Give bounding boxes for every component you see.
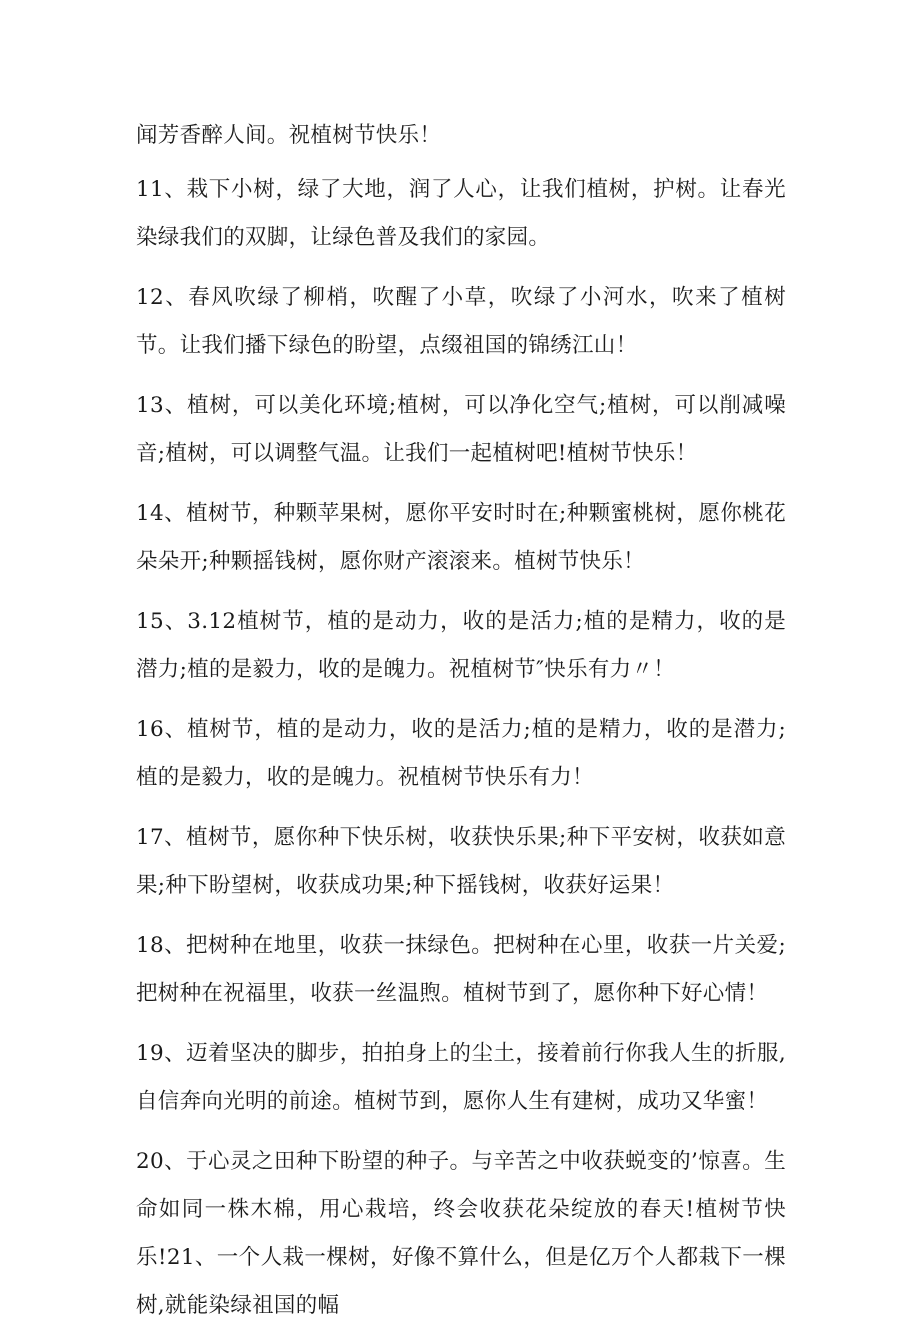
paragraph-12: 12、春风吹绿了柳梢，吹醒了小草，吹绿了小河水，吹来了植树节。让我们播下绿色的盼望，点缀祖国的锦绣江山！ bbox=[136, 285, 786, 358]
paragraph-13: 13、植树，可以美化环境;植树，可以净化空气;植树，可以削减噪音;植树，可以调整气温。让我们一起植树吧!植树节快乐！ bbox=[136, 393, 786, 466]
paragraph-17: 17、植树节，愿你种下快乐树，收获快乐果;种下平安树，收获如意果;种下盼望树，收获成功果;种下摇钱树，收获好运果！ bbox=[136, 825, 786, 898]
paragraph-15: 15、3.12植树节，植的是动力，收的是活力;植的是精力，收的是潜力;植的是毅力，收的是魄力。祝植树节″快乐有力〃！ bbox=[136, 609, 786, 682]
document-body bbox=[136, 112, 786, 1342]
paragraph-20: 20、于心灵之田种下盼望的种子。与辛苦之中收获蜕变的’惊喜。生命如同一株木棉，用心栽培，终会收获花朵绽放的春天!植树节快乐!21、一个人栽一棵树，好像不算什么，但是亿万个人都栽下一棵树,就能染绿祖国的幅 bbox=[136, 1149, 786, 1318]
paragraph-16: 16、植树节，植的是动力，收的是活力;植的是精力，收的是潜力;植的是毅力，收的是魄力。祝植树节快乐有力！ bbox=[136, 717, 786, 790]
paragraph-18: 18、把树种在地里，收获一抹绿色。把树种在心里，收获一片关爱;把树种在祝福里，收获一丝温煦。植树节到了，愿你种下好心情！ bbox=[136, 933, 786, 1006]
paragraph-intro: 闻芳香醉人间。祝植树节快乐！ bbox=[136, 123, 442, 148]
paragraph-11: 11、栽下小树，绿了大地，润了人心，让我们植树，护树。让春光染绿我们的双脚，让绿色普及我们的家园。 bbox=[136, 177, 786, 250]
paragraph-19: 19、迈着坚决的脚步，拍拍身上的尘土，接着前行你我人生的折服,自信奔向光明的前途。植树节到，愿你人生有建树，成功又华蜜！ bbox=[136, 1041, 786, 1114]
paragraph-14: 14、植树节，种颗苹果树，愿你平安时时在;种颗蜜桃树，愿你桃花朵朵开;种颗摇钱树，愿你财产滚滚来。植树节快乐！ bbox=[136, 501, 786, 574]
